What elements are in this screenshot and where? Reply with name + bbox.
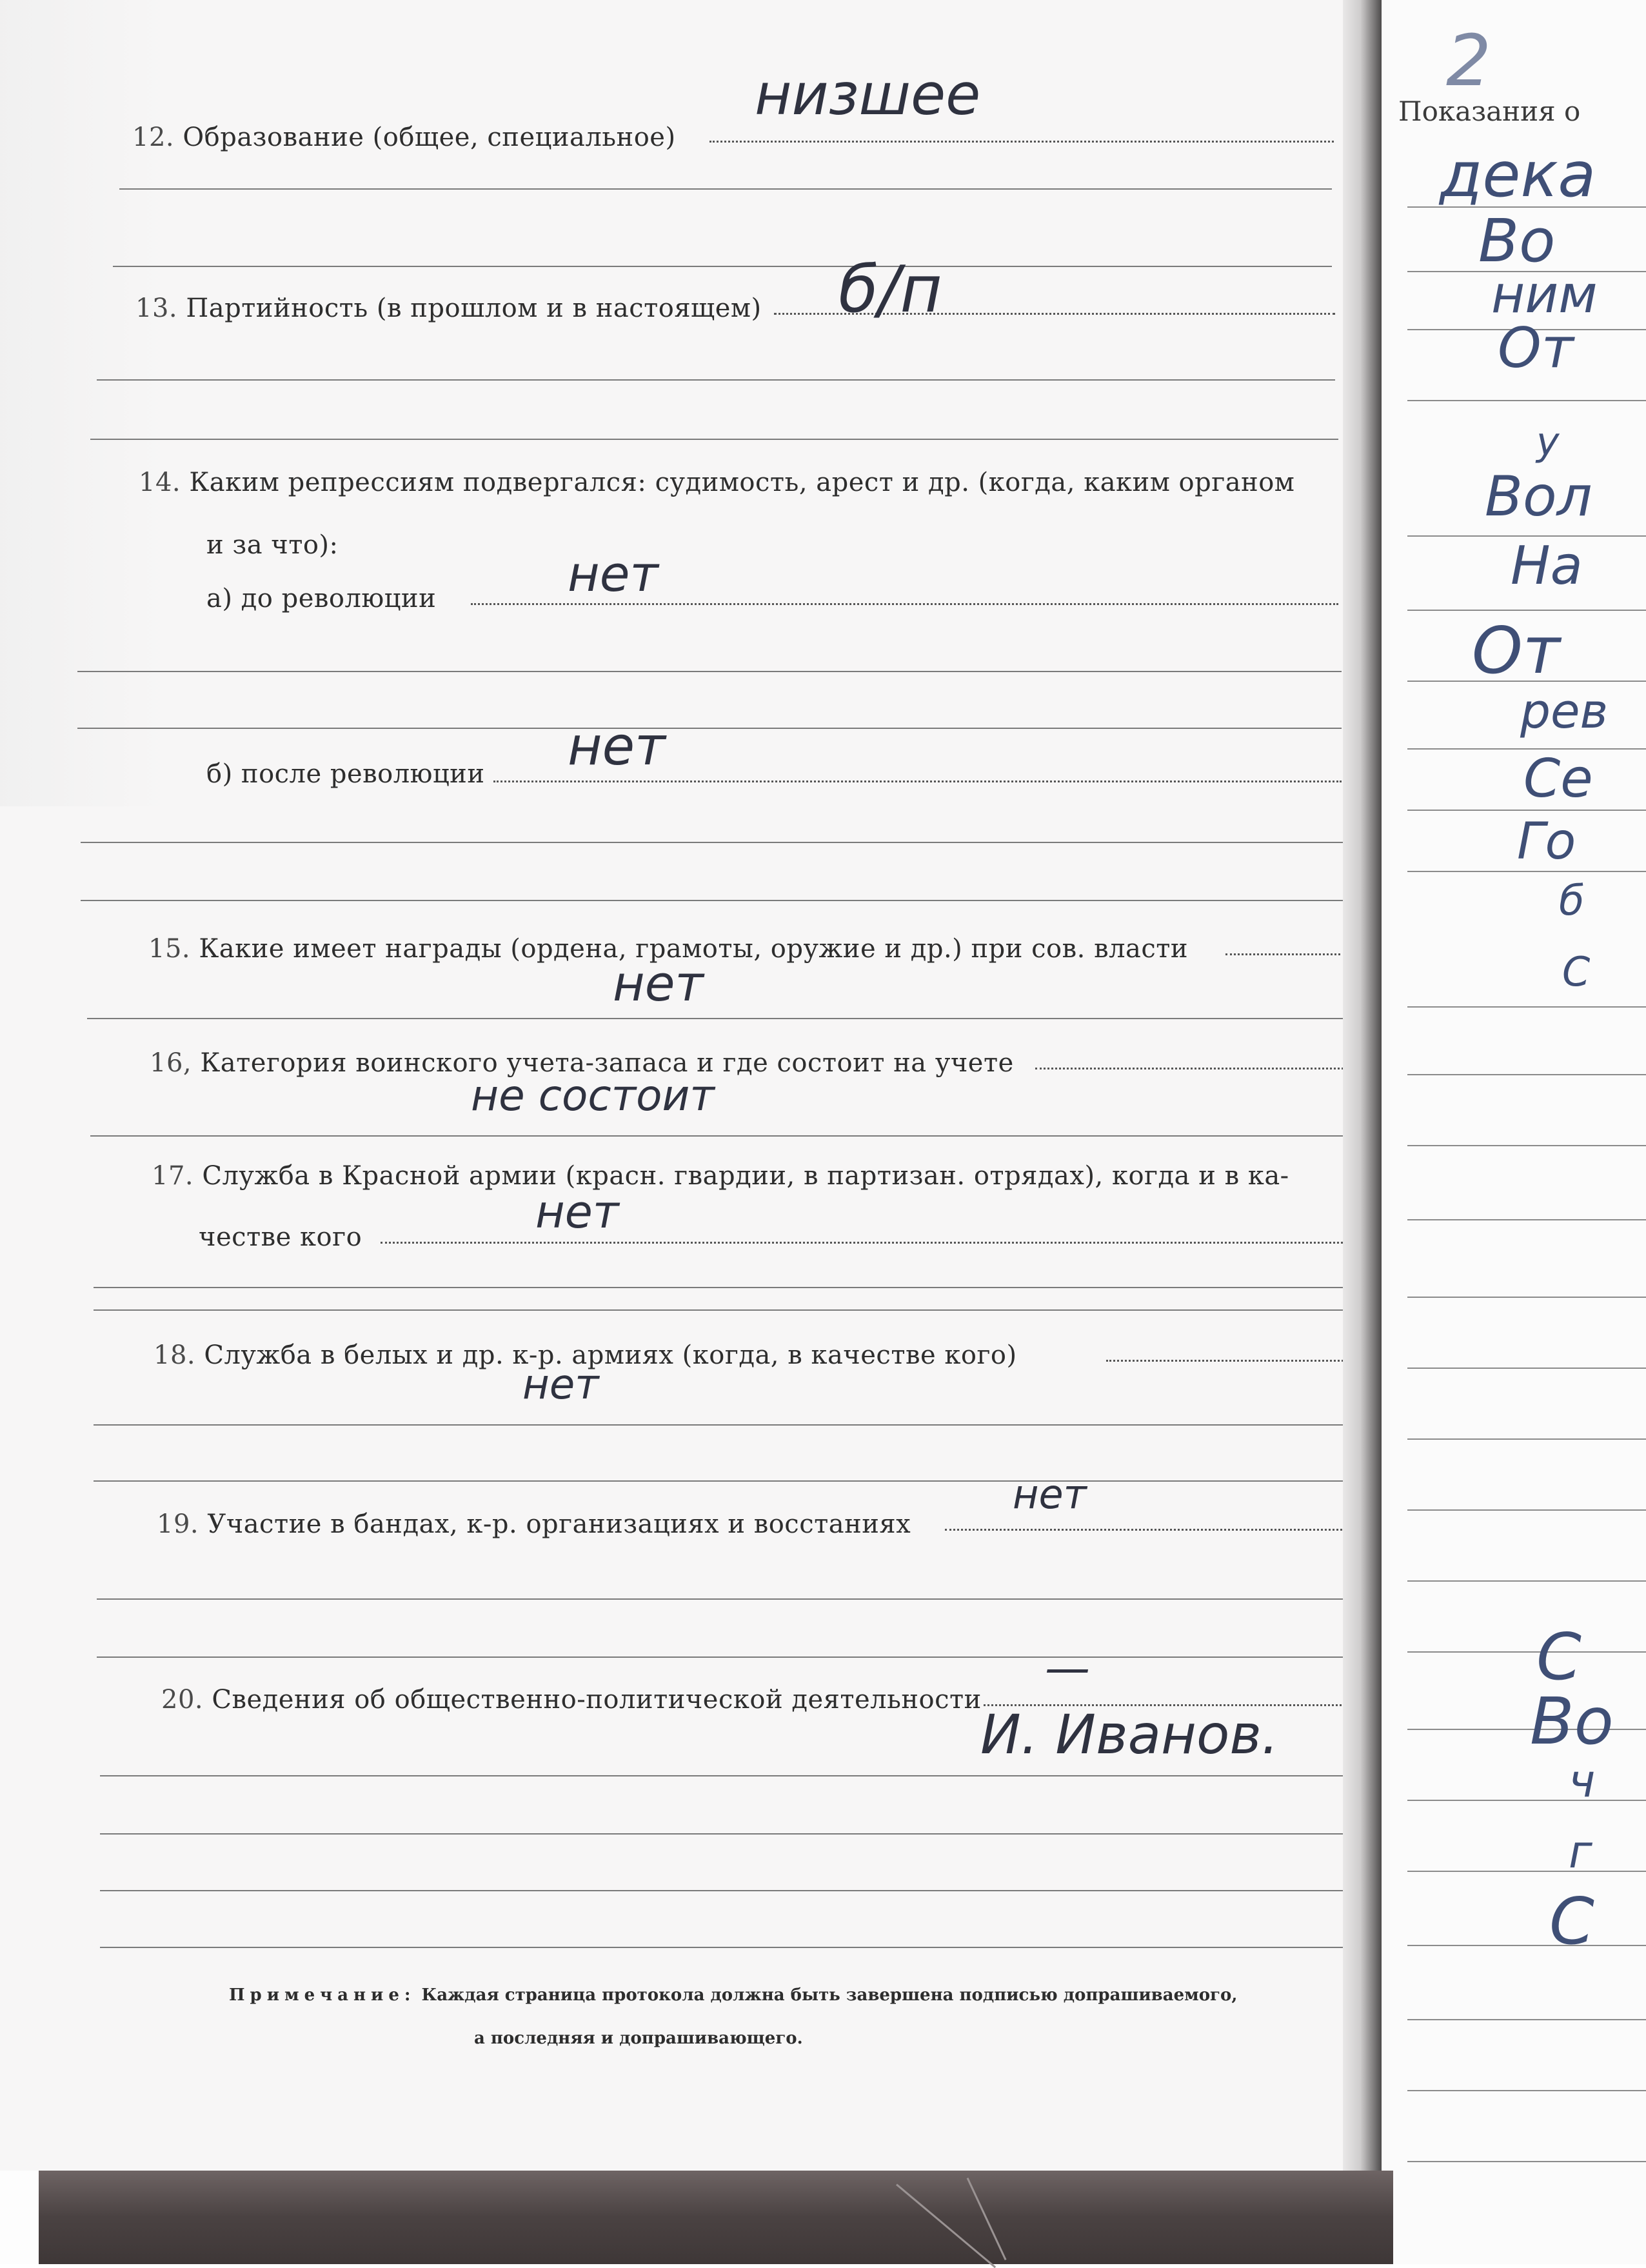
adjacent-handwriting: ч: [1569, 1755, 1596, 1807]
adjacent-handwriting: На: [1511, 535, 1583, 597]
signature: И. Иванов.: [980, 1703, 1279, 1766]
adjacent-handwriting: у: [1536, 419, 1560, 464]
answer-line: [119, 188, 1332, 190]
answer-line: [97, 379, 1335, 381]
adjacent-line: [1407, 1368, 1646, 1369]
answer-line: [81, 842, 1345, 843]
adjacent-handwriting: б: [1559, 877, 1585, 925]
footnote-line-1: Каждая страница протокола должна быть завершена подписью допрашиваемого,: [421, 1985, 1238, 2005]
question-text: Участие в бандах, к-р. организациях и восстаниях: [207, 1509, 911, 1539]
question-text: Каким репрессиям подвергался: судимость, арест и др. (когда, каким органом: [189, 468, 1295, 497]
question-17: [152, 1161, 1289, 1191]
adjacent-line: [1407, 810, 1646, 811]
adjacent-line: [1407, 2161, 1646, 2162]
question-text: Сведения об общественно-политической деятельности: [212, 1685, 982, 1715]
answer-line: [100, 1890, 1364, 1891]
adjacent-handwriting: С: [1536, 1619, 1582, 1695]
answer-line: [1106, 1360, 1354, 1362]
adjacent-handwriting: дека: [1440, 139, 1596, 211]
adjacent-line: [1407, 681, 1646, 682]
adjacent-handwriting: Се: [1523, 748, 1593, 810]
answer-line: [113, 266, 1332, 267]
question-text: Категория воинского учета-запаса и где состоит на учете: [200, 1048, 1014, 1078]
question-14a: а) до революции: [206, 584, 437, 613]
answer-line: [97, 1598, 1361, 1600]
question-number: 16,: [150, 1048, 192, 1078]
handwritten-answer-12: низшее: [755, 61, 981, 128]
adjacent-line: [1407, 1438, 1646, 1440]
adjacent-line: [1407, 1219, 1646, 1220]
answer-line: [945, 1529, 1358, 1531]
answer-line: [471, 603, 1338, 605]
handwritten-answer-13: б/п: [838, 252, 942, 327]
question-14b: б) после революции: [206, 759, 485, 789]
answer-line: [100, 1775, 1364, 1776]
adjacent-line: [1407, 2019, 1646, 2020]
question-text: Служба в Красной армии (красн. гвардии, в партизан. отрядах), когда и в ка-: [202, 1161, 1289, 1191]
answer-line: [94, 1480, 1358, 1482]
handwritten-answer-16: не состоит: [471, 1071, 715, 1120]
page-number: 2: [1446, 19, 1491, 102]
adjacent-line: [1407, 871, 1646, 872]
answer-line: [81, 900, 1345, 901]
answer-line: [87, 1018, 1348, 1019]
adjacent-handwriting: От: [1472, 613, 1560, 688]
question-number: 19.: [157, 1509, 199, 1539]
answer-line: [94, 1287, 1354, 1288]
question-19: [157, 1509, 911, 1539]
adjacent-handwriting: рев: [1520, 684, 1609, 739]
answer-line: [94, 1309, 1354, 1311]
question-text: Какие имеет награды (ордена, грамоты, оружие и др.) при сов. власти: [199, 934, 1189, 964]
sheet-edge-shadow: [1343, 0, 1382, 2171]
adjacent-line: [1407, 1297, 1646, 1298]
answer-line: [77, 728, 1342, 729]
question-text: Образование (общее, специальное): [183, 123, 676, 152]
footnote: [229, 1985, 1237, 2005]
answer-line: [381, 1242, 1351, 1244]
question-text: Партийность (в прошлом и в настоящем): [186, 293, 762, 323]
adjacent-line: [1407, 1800, 1646, 1801]
question-number: 17.: [152, 1161, 194, 1191]
adjacent-line: [1407, 1145, 1646, 1146]
handwritten-answer-14a: нет: [568, 545, 659, 602]
scan-background-strip: [39, 2171, 1393, 2264]
handwritten-answer-18: нет: [522, 1361, 599, 1409]
answer-line: [90, 1135, 1351, 1137]
answer-line: [100, 1947, 1364, 1948]
adjacent-line: [1407, 1006, 1646, 1008]
answer-line: [77, 671, 1342, 672]
adjacent-handwriting: С: [1562, 948, 1591, 995]
adjacent-line: [1407, 1871, 1646, 1872]
question-number: 12.: [132, 123, 175, 152]
footnote-line-2: а последняя и допрашивающего.: [474, 2029, 803, 2048]
answer-line: [1035, 1068, 1348, 1069]
adjacent-handwriting: Го: [1517, 813, 1576, 871]
question-14: [139, 468, 1294, 497]
adjacent-page-header: Показания о: [1398, 95, 1581, 127]
answer-line: [1225, 953, 1345, 955]
adjacent-handwriting: ним: [1491, 264, 1598, 324]
question-17-continued: честве кого: [199, 1222, 362, 1252]
adjacent-line: [1407, 1580, 1646, 1582]
answer-line: [97, 1656, 1361, 1658]
answer-line: [90, 439, 1338, 440]
handwritten-answer-19: нет: [1013, 1471, 1087, 1518]
question-12: [132, 123, 676, 152]
adjacent-line: [1407, 1074, 1646, 1075]
surface-crack: [896, 2183, 996, 2268]
question-text: Служба в белых и др. к-р. армиях (когда, в качестве кого): [204, 1340, 1017, 1370]
scan-margin: [0, 2171, 39, 2264]
adjacent-handwriting: Вол: [1485, 464, 1592, 529]
answer-line: [493, 781, 1342, 782]
footnote-label: Примечание:: [229, 1985, 416, 2005]
adjacent-handwriting: От: [1498, 316, 1574, 381]
adjacent-line: [1407, 1651, 1646, 1653]
adjacent-handwriting: Во: [1478, 206, 1556, 275]
adjacent-line: [1407, 1945, 1646, 1946]
question-number: 18.: [154, 1340, 196, 1370]
adjacent-line: [1407, 2090, 1646, 2091]
adjacent-handwriting: С: [1549, 1884, 1594, 1959]
adjacent-line: [1407, 610, 1646, 611]
adjacent-line: [1407, 400, 1646, 401]
question-14-continued: и за что):: [206, 530, 339, 560]
question-13: [135, 293, 762, 323]
answer-line: [100, 1833, 1364, 1835]
scan-shadow: [0, 0, 168, 806]
adjacent-handwriting: г: [1569, 1825, 1592, 1878]
answer-line: [709, 141, 1334, 143]
adjacent-page: [1382, 0, 1646, 2264]
handwritten-answer-17: нет: [535, 1186, 619, 1238]
adjacent-line: [1407, 1509, 1646, 1511]
question-number: 14.: [139, 468, 181, 497]
question-20: [161, 1685, 982, 1715]
adjacent-handwriting: Во: [1530, 1684, 1614, 1759]
handwritten-answer-14b: нет: [568, 716, 666, 777]
question-number: 15.: [148, 934, 191, 964]
handwritten-answer-15: нет: [613, 955, 704, 1012]
question-number: 13.: [135, 293, 178, 323]
handwritten-answer-20: —: [1045, 1642, 1090, 1695]
question-number: 20.: [161, 1685, 204, 1715]
answer-line: [94, 1424, 1358, 1426]
